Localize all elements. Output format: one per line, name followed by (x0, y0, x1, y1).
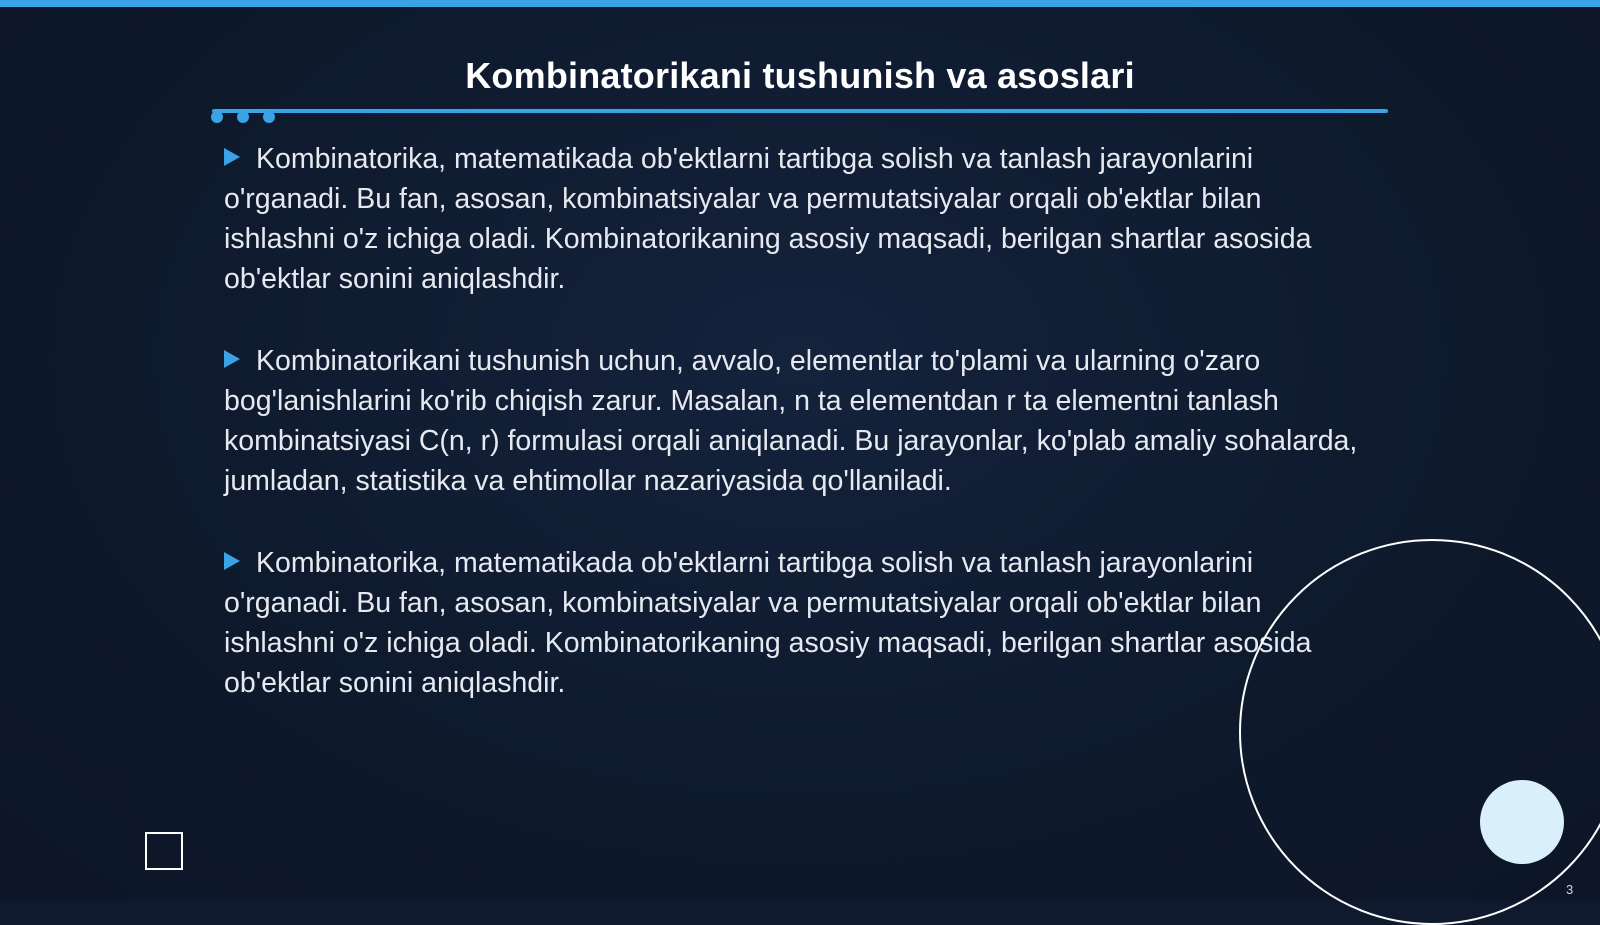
top-accent-bar (0, 0, 1600, 7)
paragraph-text: Kombinatorikani tushunish uchun, avvalo, elementlar to'plami va ularning o'zaro bog'lanishlarini ko'rib chiqish zarur. Masalan, n ta elementdan r ta elementni tanlash kombinatsiyasi C(n, r) formulasi orqali aniqlanadi. Bu jarayonlar, ko'plab amaliy sohalarda, jumladan, statistika va ehtimollar nazariyasida qo'llaniladi. (224, 345, 1358, 497)
paragraph-text: Kombinatorika, matematikada ob'ektlarni tartibga solish va tanlash jarayonlarini o'rganadi. Bu fan, asosan, kombinatsiyalar va permutatsiyalar orqali ob'ektlar bilan ishlashni o'z ichiga oladi. Kombinatorikaning asosiy maqsadi, berilgan shartlar asosida ob'ektlar sonini aniqlashdir. (224, 143, 1312, 295)
decorative-circle-filled (1480, 780, 1564, 864)
decorative-square-outline (145, 832, 183, 870)
slide-title: Kombinatorikani tushunish va asoslari (465, 55, 1135, 96)
title-underline (212, 109, 1388, 113)
bullet-paragraph-1 (224, 139, 1374, 299)
page-number: 3 (1566, 882, 1574, 897)
dot-icon (211, 111, 223, 123)
bullet-paragraph-2 (224, 341, 1374, 501)
dot-icon (263, 111, 275, 123)
triangle-right-icon (224, 552, 240, 570)
paragraph-text: Kombinatorika, matematikada ob'ektlarni tartibga solish va tanlash jarayonlarini o'rganadi. Bu fan, asosan, kombinatsiyalar va permutatsiyalar orqali ob'ektlar bilan ishlashni o'z ichiga oladi. Kombinatorikaning asosiy maqsadi, berilgan shartlar asosida ob'ektlar sonini aniqlashdir. (224, 547, 1312, 699)
decorative-dots (211, 111, 275, 123)
dot-icon (237, 111, 249, 123)
triangle-right-icon (224, 350, 240, 368)
bullet-paragraph-3 (224, 543, 1374, 703)
slide-body (224, 139, 1374, 745)
triangle-right-icon (224, 148, 240, 166)
